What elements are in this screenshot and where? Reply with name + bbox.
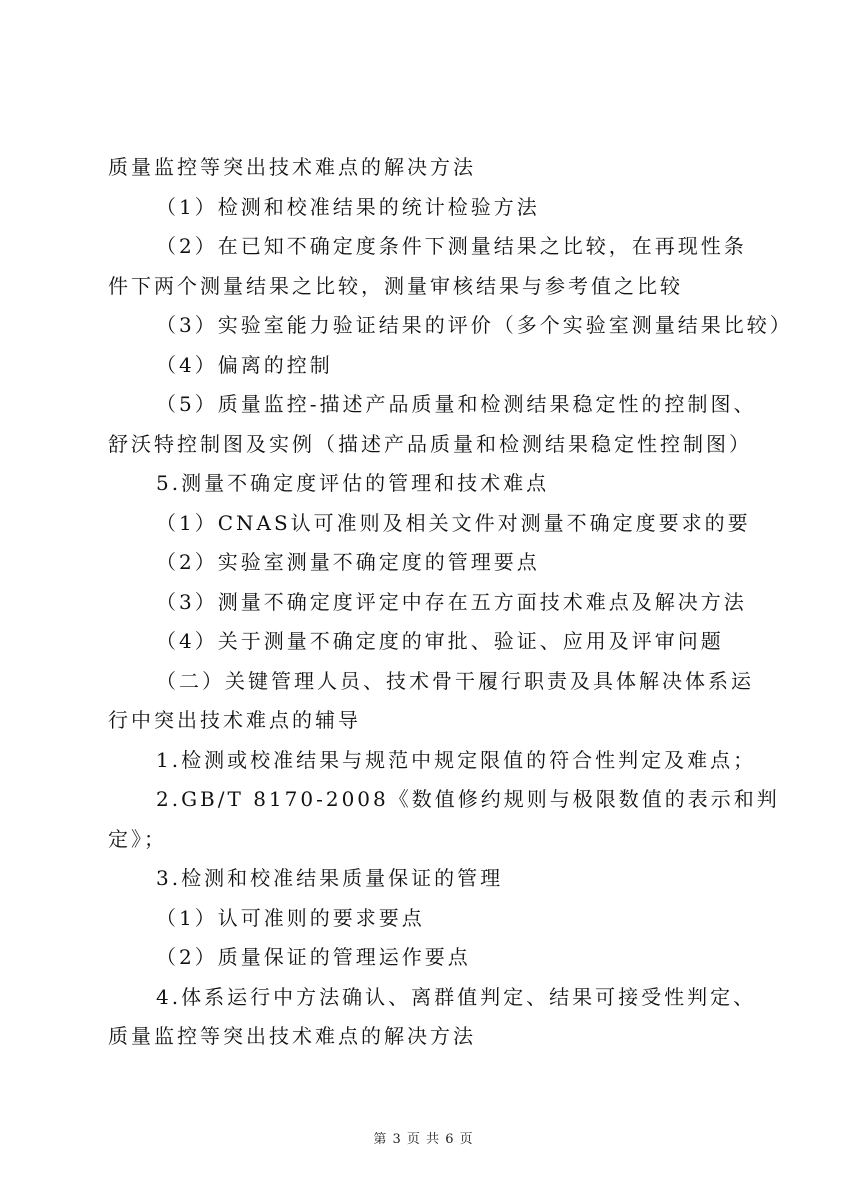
paragraph: 3.检测和校准结果质量保证的管理 (156, 866, 504, 890)
paragraph: （4）关于测量不确定度的审批、验证、应用及评审问题 (156, 629, 724, 653)
page-footer: 第 3 页 共 6 页 (373, 1132, 474, 1147)
paragraph: （1）认可准则的要求要点 (156, 905, 425, 930)
paragraph-continuation-line: 舒沃特控制图及实例（描述产品质量和检测结果稳定性控制图） (108, 431, 752, 456)
paragraph: 5.测量不确定度评估的管理和技术难点 (156, 471, 550, 495)
paragraph: 4.体系运行中方法确认、离群值判定、结果可接受性判定、 (156, 984, 757, 1009)
paragraph-continuation-line: 件下两个测量结果之比较，测量审核结果与参考值之比较 (108, 273, 683, 298)
paragraph-continuation-line: 行中突出技术难点的辅导 (108, 708, 361, 732)
paragraph: （1）CNAS认可准则及相关文件对测量不确定度要求的要 (156, 510, 751, 535)
paragraph: 2.GB/T 8170-2008《数值修约规则与极限数值的表示和判 (156, 787, 780, 811)
paragraph-continuation-line: 定》； (108, 826, 167, 851)
paragraph: （1）检测和校准结果的统计检验方法 (156, 194, 540, 219)
paragraph: （2）质量保证的管理运作要点 (156, 945, 471, 969)
paragraph-continuation-line: 质量监控等突出技术难点的解决方法 (108, 1024, 476, 1048)
paragraph: （2）实验室测量不确定度的管理要点 (156, 550, 540, 574)
paragraph: （2）在已知不确定度条件下测量结果之比较，在再现性条 (156, 234, 747, 258)
paragraph: （5）质量监控-描述产品质量和检测结果稳定性的控制图、 (156, 392, 757, 416)
paragraph: （二）关键管理人员、技术骨干履行职责及具体解决体系运 (156, 668, 754, 693)
paragraph: 质量监控等突出技术难点的解决方法 (108, 155, 476, 179)
paragraph: （4）偏离的控制 (156, 352, 333, 377)
paragraph: 1.检测或校准结果与规范中规定限值的符合性判定及难点； (156, 747, 757, 772)
paragraph: （3）实验室能力验证结果的评价（多个实验室测量结果比较） (156, 313, 793, 337)
paragraph: （3）测量不确定度评定中存在五方面技术难点及解决方法 (156, 589, 747, 614)
document-body (108, 148, 793, 1057)
